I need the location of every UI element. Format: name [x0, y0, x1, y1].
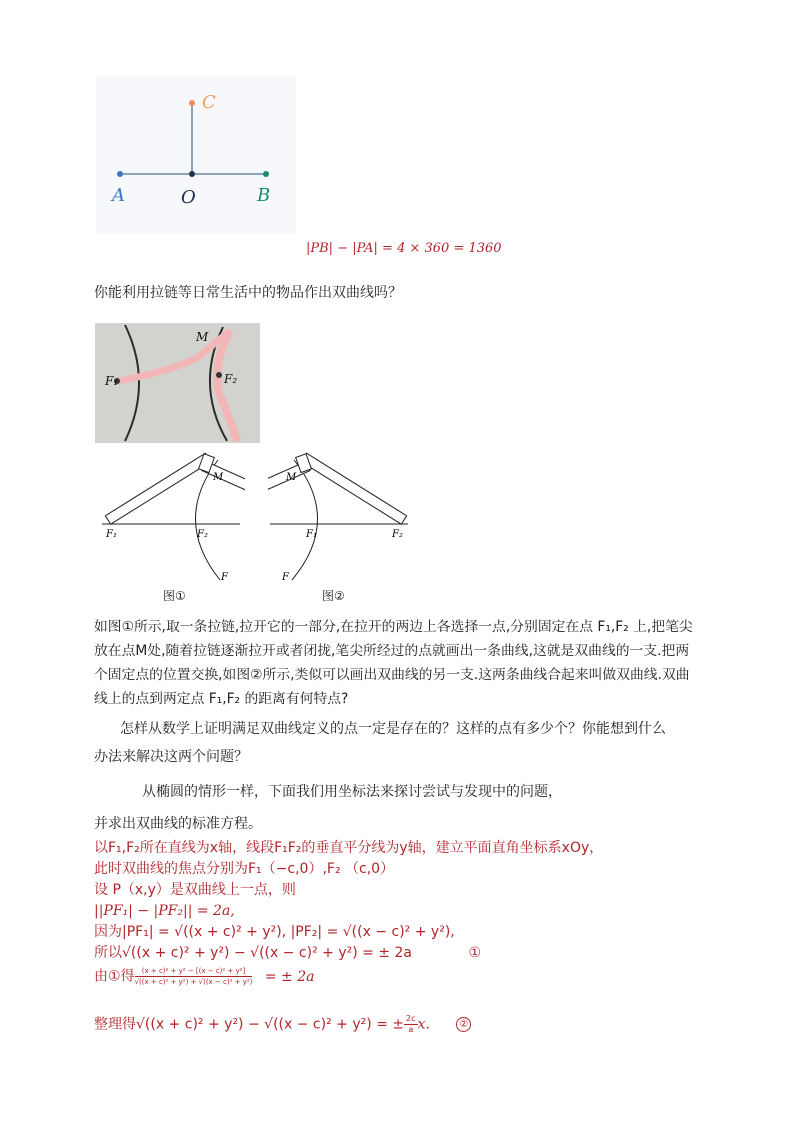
point-c [189, 100, 195, 106]
method-line-2: 并求出双曲线的标准方程。 [94, 816, 262, 832]
paragraph-line-4: 线上的点到两定点 F₁,F₂ 的距离有何特点? [94, 691, 349, 707]
d1-label-f2: F₂ [197, 529, 208, 540]
fraction-denominator: √((x + c)² + y²) + √((x − c)² + y²) [134, 978, 253, 986]
question2-line-1: 怎样从数学上证明满足双曲线定义的点一定是存在的？这样的点有多少个？你能想到什么 [120, 721, 666, 737]
d2-label-f1: F₁ [306, 529, 317, 540]
derivation-line-8 [94, 1014, 471, 1035]
derivation-line-4: ||PF₁| − |PF₂|| = 2a, [94, 903, 235, 919]
diagram-1-drawing [100, 452, 245, 584]
d1-label-f: F [221, 572, 228, 583]
d1-label-m: M [213, 472, 224, 483]
d2-label-f: F [282, 572, 289, 583]
point-b [263, 171, 269, 177]
paragraph-line-2: 放在点M处,随着拉链逐渐拉开或者闭拢,笔尖所经过的点就画出一条曲线,这就是双曲线的一支.把两 [94, 643, 690, 659]
diagram-1-caption: 图① [163, 589, 186, 603]
method-line-1: 从椭圆的情形一样，下面我们用坐标法来探讨尝试与发现中的问题， [142, 784, 562, 800]
d2-label-f2: F₂ [392, 529, 403, 540]
derivation-line-6 [94, 943, 481, 963]
label-b: B [257, 185, 271, 206]
fraction-numerator-2c: 2c [406, 1014, 416, 1023]
derivation-line-5: 因为|PF₁| = √((x + c)² + y²), |PF₂| = √((x − c)² + y²), [94, 924, 455, 940]
equation-mark-1: ① [468, 945, 481, 961]
derivation-line-7-fraction [135, 966, 253, 987]
photo-label-f1: F₁ [105, 374, 119, 388]
derivation-line-7-prefix: 由①得 [94, 968, 135, 985]
point-a [117, 171, 123, 177]
derivation-line-2: 此时双曲线的焦点分别为F₁（−c,0）,F₂ （c,0） [94, 861, 395, 877]
equation-mark-2: ② [456, 1017, 471, 1032]
diagram-1 [100, 452, 245, 584]
photo-label-m: M [196, 330, 209, 344]
derivation-line-8-prefix: 整理得√((x + c)² + y²) − √((x − c)² + y²) = ± [94, 1016, 405, 1033]
diagram-2 [268, 452, 413, 584]
diagram-2-drawing [268, 452, 413, 584]
fraction-numerator: (x + c)² + y² − [(x − c)² + y²] [135, 966, 253, 977]
zipper-photo-drawing [95, 323, 260, 443]
zipper-photo [95, 323, 260, 443]
derivation-line-7-suffix: = ± 2a [264, 968, 315, 985]
derivation-line-6-text: 所以√((x + c)² + y²) − √((x − c)² + y²) = ± 2a [94, 945, 412, 961]
caption-formula: |PB| − |PA| = 4 × 360 = 1360 [306, 241, 502, 256]
point-o [189, 171, 195, 177]
paragraph-line-3: 个固定点的位置交换,如图②所示,类似可以画出双曲线的另一支.这两条曲线合起来叫做双曲线.双曲 [94, 667, 690, 683]
question-zipper: 你能利用拉链等日常生活中的物品作出双曲线吗？ [94, 285, 402, 301]
paragraph-line-1: 如图①所示,取一条拉链,拉开它的一部分,在拉开的两边上各选择一点,分别固定在点 F₁,F₂ 上,把笔尖 [94, 619, 693, 635]
derivation-line-3: 设 P（x,y）是双曲线上一点，则 [94, 882, 296, 898]
fraction-denominator-a: a [408, 1025, 414, 1034]
label-c: C [202, 92, 216, 113]
diagram-2-caption: 图② [322, 589, 345, 603]
d2-label-m: M [286, 472, 297, 483]
derivation-line-1: 以F₁,F₂所在直线为x轴，线段F₁F₂的垂直平分线为y轴，建立平面直角坐标系xOy， [94, 840, 604, 856]
derivation-line-7 [94, 966, 314, 1000]
derivation-line-8-fraction [404, 1014, 418, 1035]
label-o: O [181, 187, 196, 208]
photo-label-f2: F₂ [224, 372, 238, 386]
derivation-line-8-suffix: x. [417, 1016, 430, 1033]
question2-line-2: 办法来解决这两个问题？ [94, 749, 248, 765]
d1-label-f1: F₁ [106, 529, 117, 540]
segment-diagram [96, 76, 296, 234]
figure-segment-aob [96, 76, 296, 234]
label-a: A [112, 185, 125, 206]
